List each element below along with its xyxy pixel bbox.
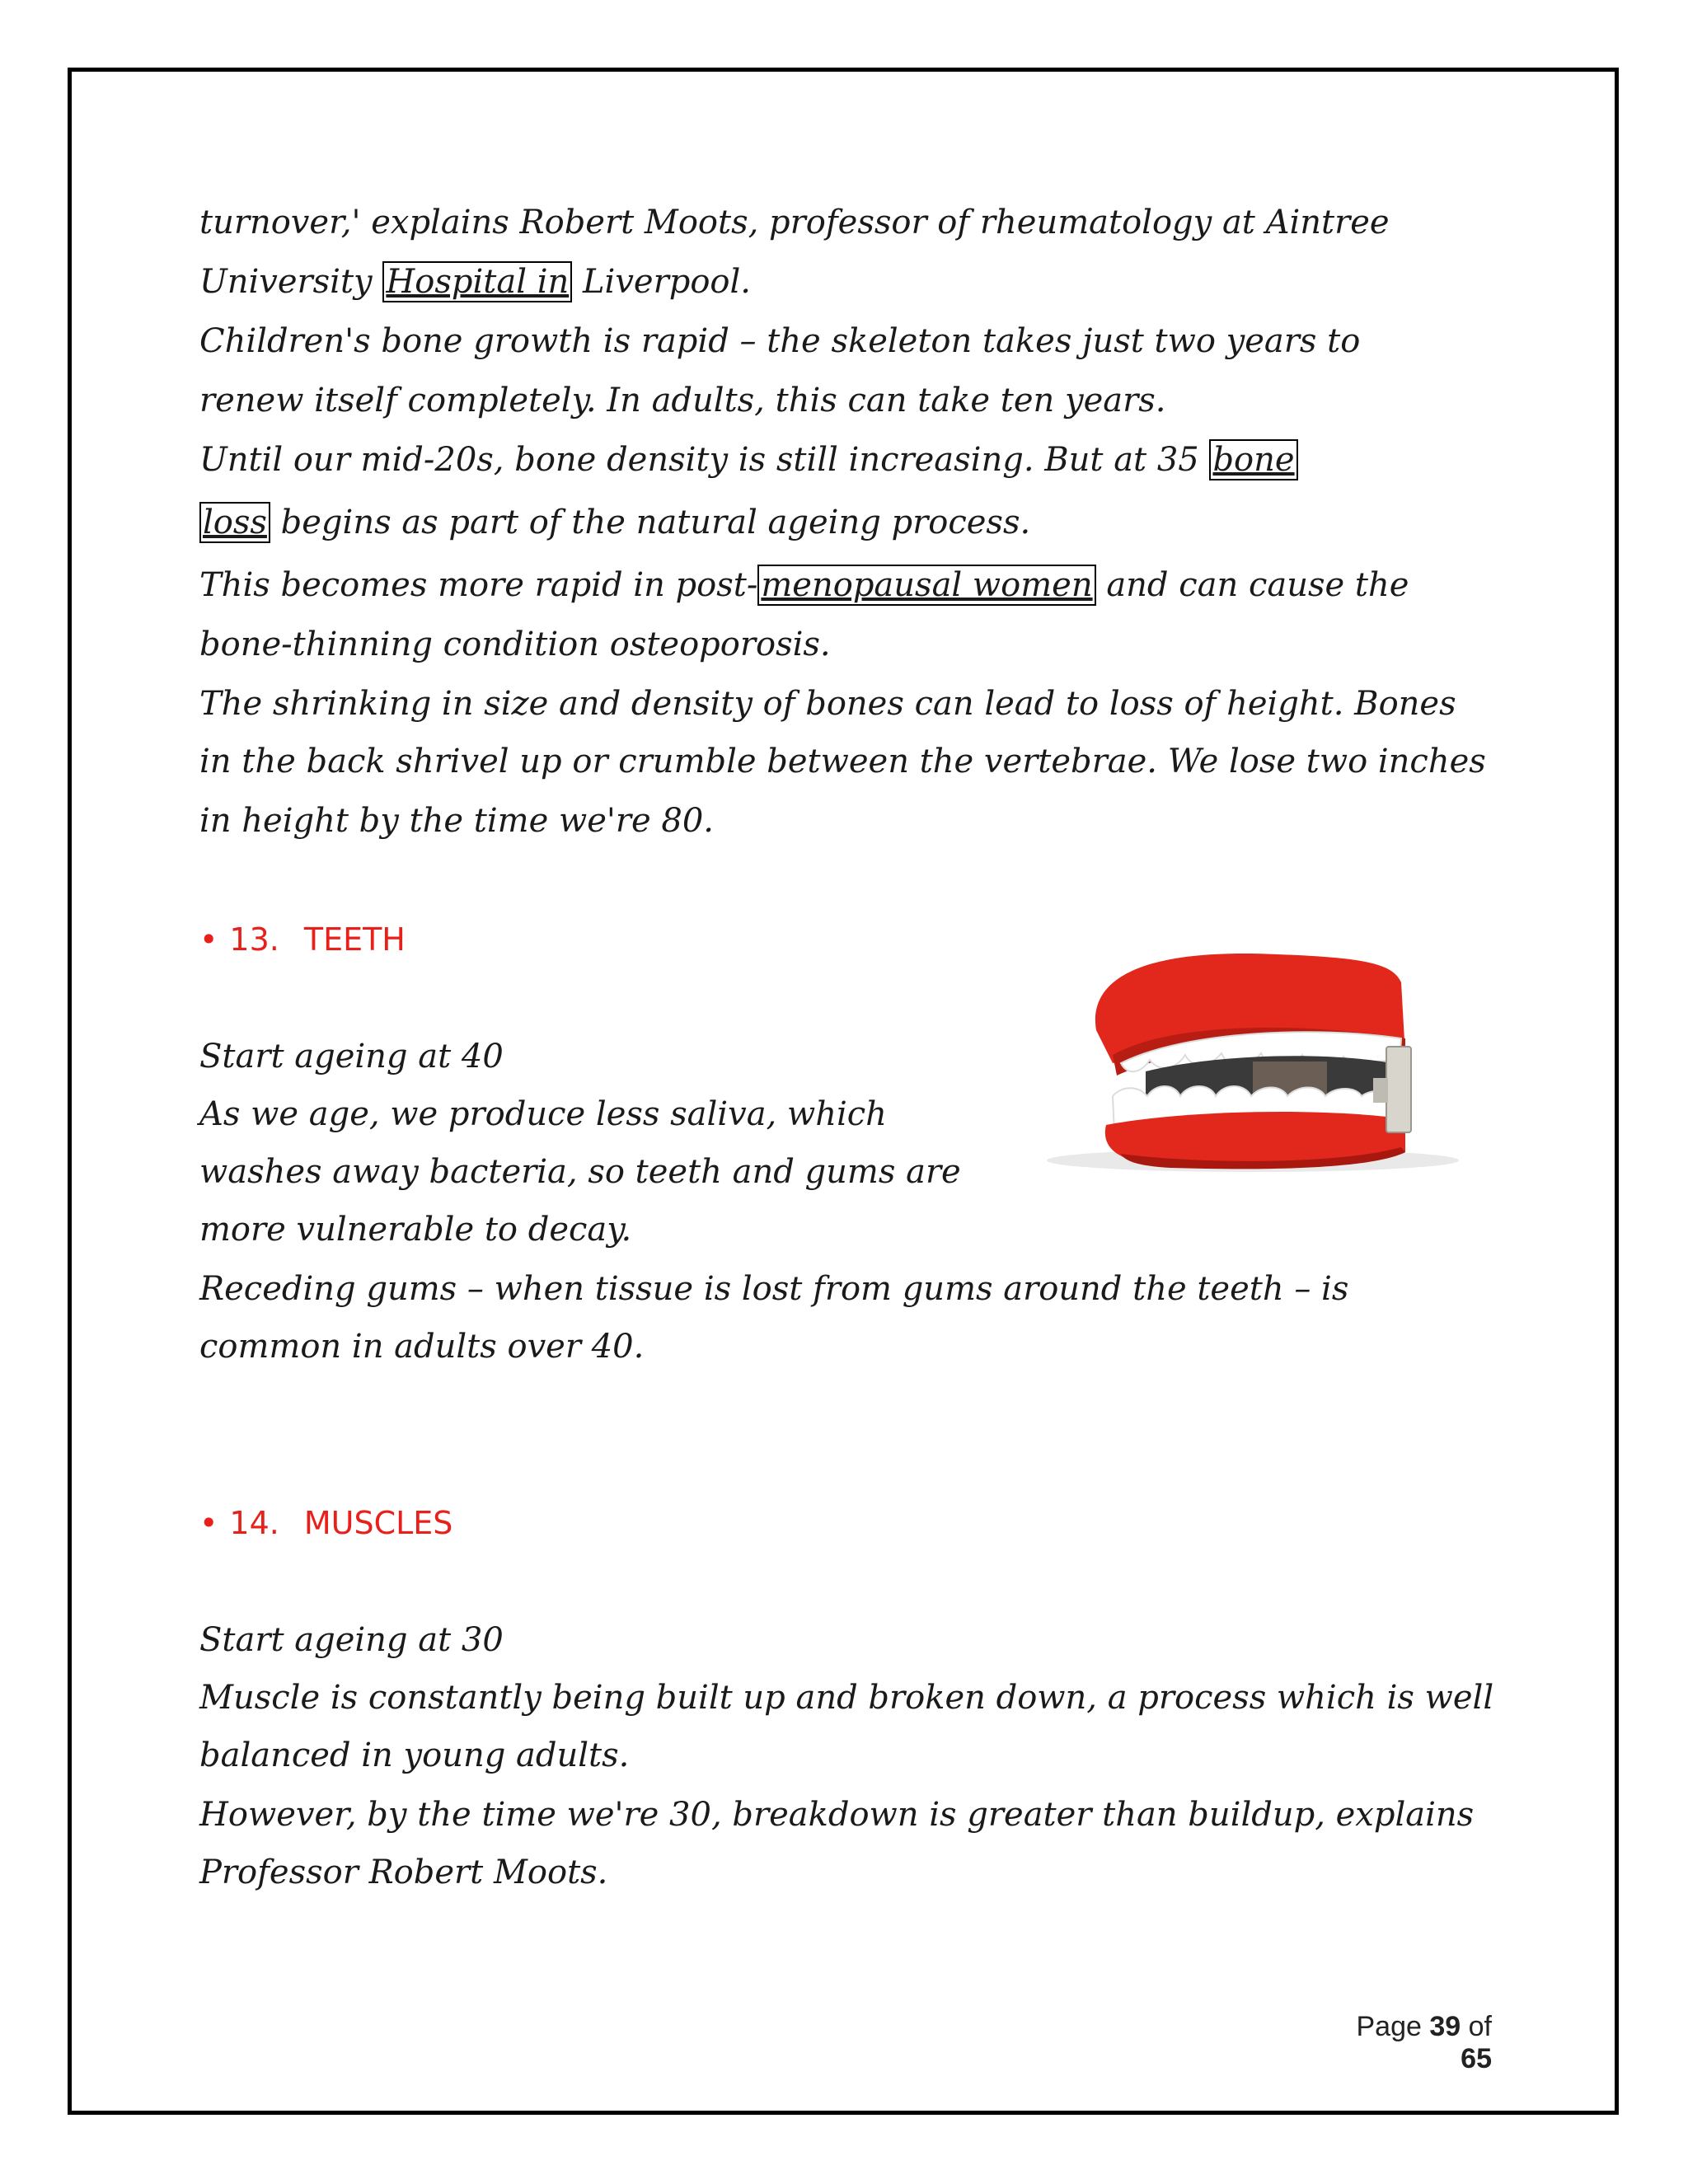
text-line (199, 1090, 887, 1139)
text-line-text: in height by the time we're 80. (199, 802, 715, 840)
text-line (199, 1264, 1348, 1314)
page-footer (1319, 2011, 1492, 2075)
text-line (199, 1205, 631, 1254)
text-line-text: The shrinking in size and density of bones can lead to loss of height. Bones (199, 685, 1456, 723)
section-number: 13. (229, 921, 279, 958)
text-line-text: washes away bacteria, so teeth and gums are (199, 1153, 961, 1191)
text-line (199, 1848, 607, 1897)
section-subtitle: Start ageing at 40 (199, 1038, 504, 1076)
text-line (199, 376, 1165, 425)
text-span: Liverpool. (572, 263, 751, 301)
text-span: Until our mid-20s, bone density is still increasing. But at 35 (199, 441, 1210, 479)
text-line-text: As we age, we produce less saliva, which (199, 1095, 887, 1133)
text-line (199, 1673, 1493, 1722)
hinge (1373, 1078, 1388, 1103)
text-line (199, 316, 1360, 366)
text-line-text: Muscle is constantly being built up and broken down, a process which is well (199, 1679, 1494, 1717)
section-heading-muscles (199, 1498, 452, 1548)
bullet-icon: • (199, 1505, 218, 1541)
section-title: TEETH (303, 921, 406, 958)
text-line (199, 1147, 961, 1197)
text-span: and can cause the (1095, 566, 1409, 604)
text-line (199, 796, 714, 846)
section-title: MUSCLES (303, 1505, 453, 1541)
text-span: University (199, 263, 383, 301)
chattering-teeth-image (1006, 931, 1484, 1179)
highlight-link[interactable]: menopausal women (757, 565, 1095, 606)
text-line-text: balanced in young adults. (199, 1736, 630, 1774)
text-line-text: common in adults over 40. (199, 1328, 645, 1366)
text-line (199, 1790, 1474, 1840)
text-line-text: more vulnerable to decay. (199, 1211, 632, 1249)
highlight-link[interactable]: loss (199, 502, 270, 543)
text-line-text: bone-thinning condition osteoporosis. (199, 626, 831, 663)
text-span: begins as part of the natural ageing process. (270, 504, 1031, 541)
total-pages: 65 (1461, 2043, 1492, 2074)
text-line (199, 1322, 644, 1371)
text-line (199, 435, 1298, 485)
text-line (199, 560, 1409, 610)
text-line-text: However, by the time we're 30, breakdown is greater than buildup, explains (199, 1796, 1475, 1834)
page-number: 39 (1429, 2011, 1461, 2042)
text-line (199, 498, 1030, 547)
text-line-text: in the back shrivel up or crumble between the vertebrae. We lose two inches (199, 743, 1486, 780)
text-line (199, 737, 1486, 786)
text-line-text: Professor Robert Moots. (199, 1854, 608, 1891)
text-line (199, 620, 831, 669)
highlight-link[interactable]: bone (1209, 439, 1297, 480)
page-label: Page (1356, 2011, 1422, 2042)
text-line-text: Receding gums – when tissue is lost from gums around the teeth – is (199, 1270, 1349, 1308)
text-line (199, 257, 751, 307)
section-subtitle: Start ageing at 30 (199, 1621, 504, 1659)
bullet-icon: • (199, 921, 218, 958)
text-line (199, 679, 1456, 729)
wind-up-key (1386, 1047, 1411, 1132)
text-line-text: renew itself completely. In adults, this can take ten years. (199, 382, 1166, 419)
section-number: 14. (229, 1505, 279, 1541)
text-line-text: turnover,' explains Robert Moots, professor of rheumatology at Aintree (199, 204, 1390, 241)
text-line (199, 1731, 629, 1780)
text-line (199, 198, 1390, 247)
text-span: This becomes more rapid in post- (199, 566, 758, 604)
section-heading-teeth (199, 915, 406, 964)
text-line-text: Children's bone growth is rapid – the skeleton takes just two years to (199, 322, 1361, 360)
highlight-link[interactable]: Hospital in (382, 261, 572, 302)
of-label: of (1468, 2011, 1492, 2042)
